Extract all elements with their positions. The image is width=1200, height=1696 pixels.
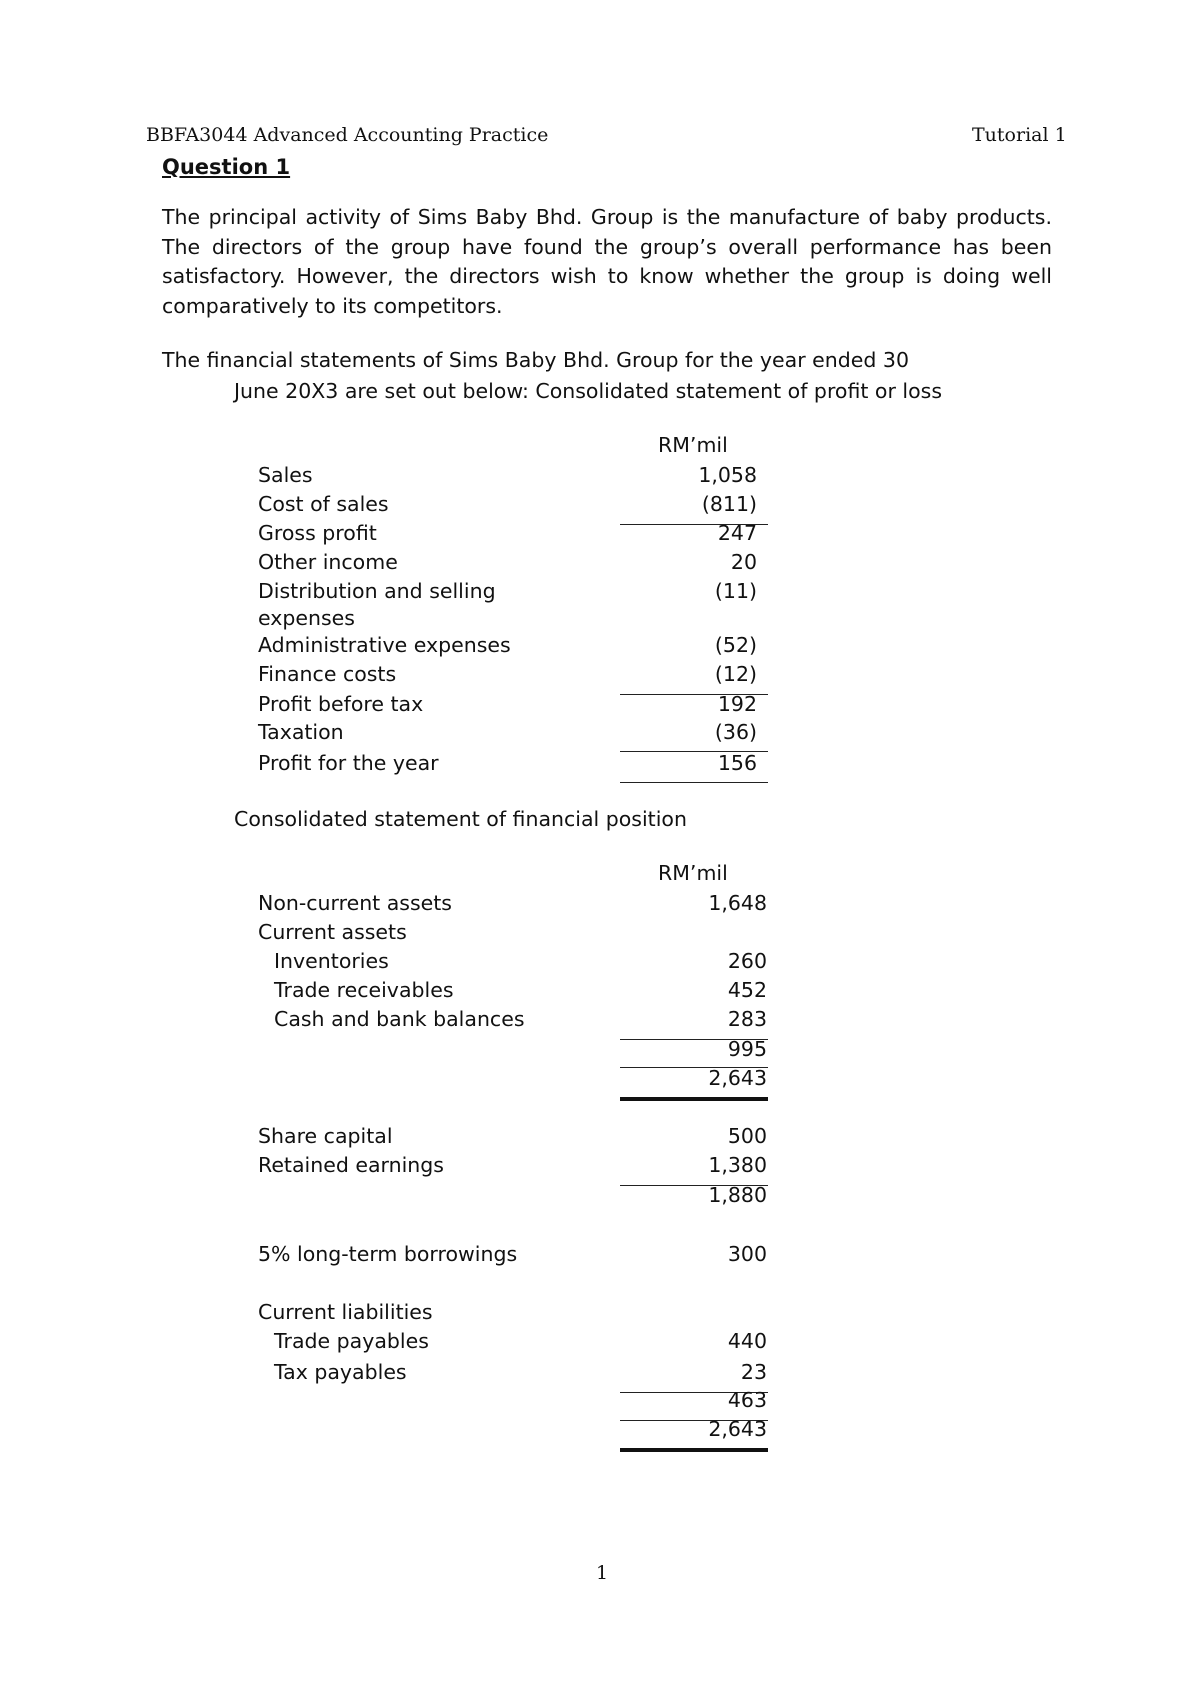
row-label: Share capital — [258, 1124, 393, 1148]
table-row — [0, 692, 1200, 722]
table-row — [0, 662, 1200, 692]
row-amount: (11) — [714, 579, 757, 603]
row-amount: 156 — [717, 751, 757, 775]
row-label: Non-current assets — [258, 891, 452, 915]
row-label: Administrative expenses — [258, 633, 511, 657]
underline-rule — [620, 782, 768, 783]
row-amount: (52) — [714, 633, 757, 657]
row-amount: 452 — [727, 978, 767, 1002]
table-row — [0, 1417, 1200, 1447]
sofp-title: Consolidated statement of financial position — [234, 807, 687, 831]
row-amount: 247 — [717, 521, 757, 545]
row-label: Cash and bank balances — [274, 1007, 525, 1031]
row-amount: (12) — [714, 662, 757, 686]
row-label: Taxation — [258, 720, 344, 744]
row-label: 5% long-term borrowings — [258, 1242, 518, 1266]
fs-intro-line-1: The financial statements of Sims Baby Bhd. Group for the year ended 30 — [162, 348, 910, 372]
row-amount: 440 — [727, 1329, 767, 1353]
table-row — [0, 1329, 1200, 1359]
table-row — [0, 1183, 1200, 1213]
table-row — [0, 891, 1200, 921]
tutorial-header: Tutorial 1 — [972, 124, 1067, 146]
row-amount: 1,648 — [708, 891, 767, 915]
row-label: Gross profit — [258, 521, 377, 545]
table-row — [0, 949, 1200, 979]
row-label: Finance costs — [258, 662, 397, 686]
subtotal-amount: 995 — [727, 1037, 767, 1061]
table-row — [0, 492, 1200, 522]
table-row — [0, 920, 1200, 950]
subtotal-amount: 1,880 — [708, 1183, 767, 1207]
section-label: Current assets — [258, 920, 407, 944]
course-header: BBFA3044 Advanced Accounting Practice — [146, 124, 549, 146]
row-amount: (811) — [701, 492, 757, 516]
section-label: Current liabilities — [258, 1300, 433, 1324]
table-row — [0, 720, 1200, 750]
row-amount: 20 — [730, 550, 757, 574]
table-row — [0, 463, 1200, 493]
table-row — [0, 751, 1200, 781]
row-label: Inventories — [274, 949, 389, 973]
table-row — [0, 978, 1200, 1008]
row-label: Trade payables — [274, 1329, 429, 1353]
row-amount: 1,058 — [698, 463, 757, 487]
subtotal-amount: 463 — [727, 1388, 767, 1412]
table-row — [0, 579, 1200, 609]
row-amount: 23 — [740, 1360, 767, 1384]
table-row — [0, 1124, 1200, 1154]
table-row — [0, 1360, 1200, 1390]
table-row — [0, 1388, 1200, 1418]
row-label: expenses — [258, 606, 355, 630]
table-row — [0, 1153, 1200, 1183]
table-row — [0, 1037, 1200, 1067]
table-row — [0, 1066, 1200, 1096]
row-label: Profit for the year — [258, 751, 439, 775]
table-row — [0, 1300, 1200, 1330]
row-label: Other income — [258, 550, 398, 574]
total-amount: 2,643 — [708, 1417, 767, 1441]
page-number: 1 — [596, 1562, 609, 1584]
double-underline-rule — [620, 1448, 768, 1452]
row-amount: 260 — [727, 949, 767, 973]
pl-unit-header: RM’mil — [658, 433, 728, 457]
table-row — [0, 1007, 1200, 1037]
row-amount: 192 — [717, 692, 757, 716]
total-amount: 2,643 — [708, 1066, 767, 1090]
double-underline-rule — [620, 1097, 768, 1101]
row-amount: 1,380 — [708, 1153, 767, 1177]
row-label: Retained earnings — [258, 1153, 444, 1177]
row-amount: 283 — [727, 1007, 767, 1031]
row-amount: 500 — [727, 1124, 767, 1148]
row-label: Profit before tax — [258, 692, 424, 716]
row-label: Cost of sales — [258, 492, 389, 516]
row-label: Tax payables — [274, 1360, 407, 1384]
row-label: Distribution and selling — [258, 579, 496, 603]
table-row — [0, 633, 1200, 663]
question-title: Question 1 — [162, 155, 291, 179]
intro-paragraph: The principal activity of Sims Baby Bhd. Group is the manufacture of baby products. The directors of the group have found the group’s overall performance has been satisfactory. However, the directors wish to know whether the group is doing well comparatively to its competitors. — [162, 205, 1052, 318]
table-row — [0, 1242, 1200, 1272]
table-row — [0, 550, 1200, 580]
row-amount: (36) — [714, 720, 757, 744]
row-label: Sales — [258, 463, 313, 487]
row-amount: 300 — [727, 1242, 767, 1266]
table-row-continued — [0, 606, 1200, 636]
fs-intro-line-2: June 20X3 are set out below: Consolidated statement of profit or loss — [234, 379, 943, 403]
sofp-unit-header: RM’mil — [658, 861, 728, 885]
row-label: Trade receivables — [274, 978, 454, 1002]
table-row — [0, 521, 1200, 551]
